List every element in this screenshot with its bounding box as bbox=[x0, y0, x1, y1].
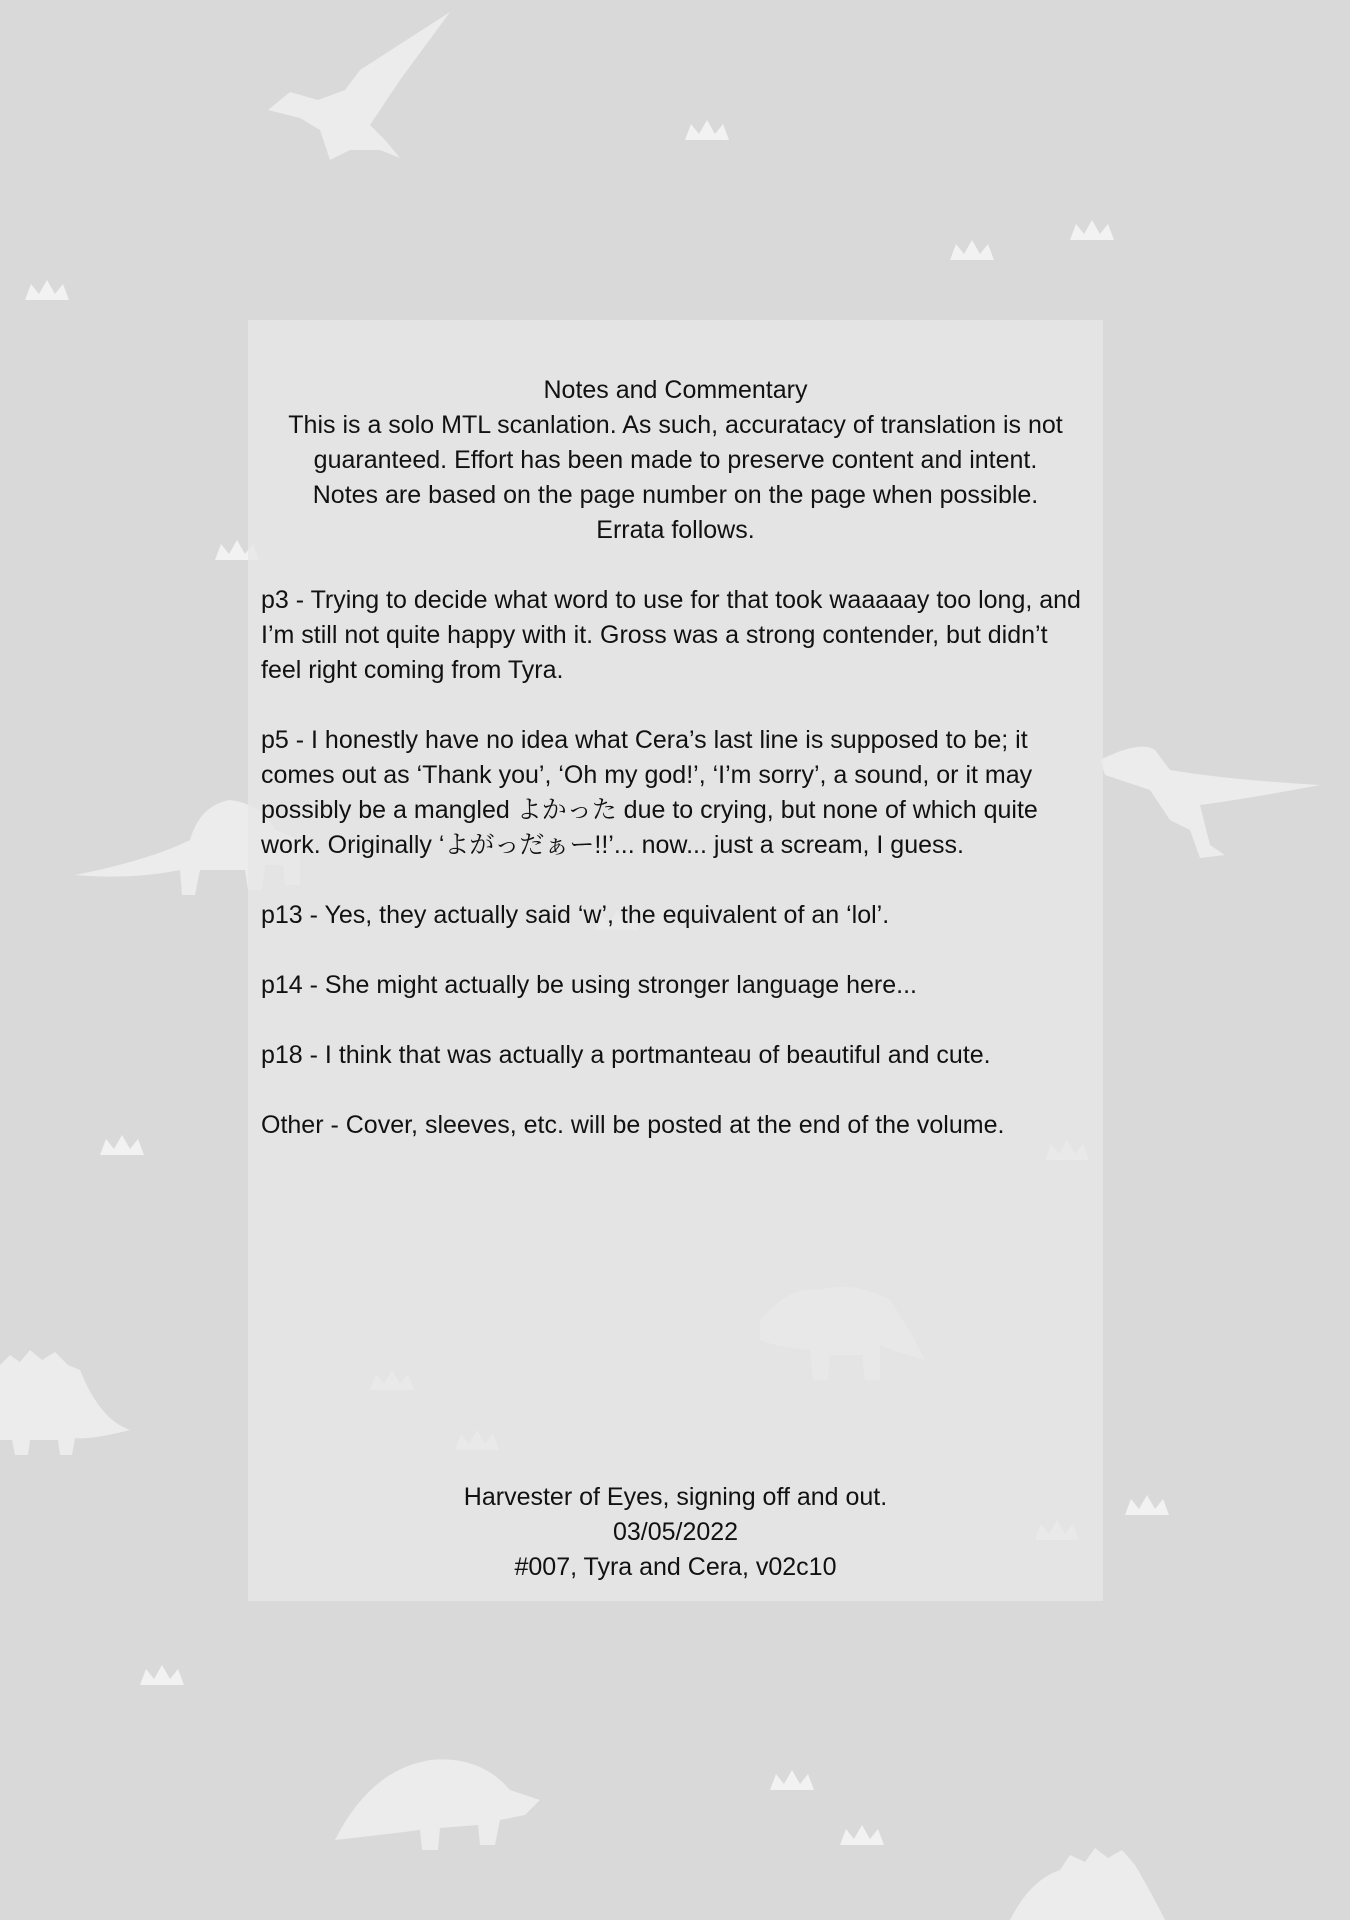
triceratops-icon bbox=[335, 1759, 540, 1850]
intro-line: Errata follows. bbox=[596, 516, 755, 544]
notes-list bbox=[261, 583, 1091, 1178]
note-other: Other - Cover, sleeves, etc. will be posted at the end of the volume. bbox=[261, 1111, 1005, 1139]
t-rex-icon bbox=[1100, 747, 1320, 858]
crown-icon bbox=[685, 120, 729, 140]
intro-line: Notes are based on the page number on the page when possible. bbox=[312, 481, 1039, 509]
crown-icon bbox=[25, 280, 69, 300]
signoff-date: 03/05/2022 bbox=[612, 1518, 739, 1546]
crown-icon bbox=[840, 1825, 884, 1845]
note-p14: p14 - She might actually be using stronger language here... bbox=[261, 971, 917, 999]
note-p18: p18 - I think that was actually a portmanteau of beautiful and cute. bbox=[261, 1041, 991, 1069]
crown-icon bbox=[1070, 220, 1114, 240]
crown-icon bbox=[140, 1665, 184, 1685]
stegosaurus-icon bbox=[0, 1350, 130, 1455]
stegosaurus-icon bbox=[1010, 1848, 1165, 1920]
crown-icon bbox=[1125, 1495, 1169, 1515]
signoff-text: Harvester of Eyes, signing off and out. bbox=[463, 1483, 888, 1511]
crown-icon bbox=[100, 1135, 144, 1155]
signoff-footer bbox=[248, 1480, 1103, 1585]
notes-title: Notes and Commentary bbox=[543, 376, 808, 404]
notes-panel bbox=[248, 320, 1103, 1601]
intro-line: guaranteed. Effort has been made to preserve content and intent. bbox=[313, 446, 1038, 474]
crown-icon bbox=[770, 1770, 814, 1790]
note-p3: p3 - Trying to decide what word to use for that took waaaaay too long, and I’m still not quite happy with it. Gross was a strong contender, but didn’t feel right coming from Tyra. bbox=[261, 586, 1081, 684]
release-label: #007, Tyra and Cera, v02c10 bbox=[514, 1553, 837, 1581]
intro-line: This is a solo MTL scanlation. As such, accuratacy of translation is not bbox=[288, 411, 1063, 439]
pterodactyl-icon bbox=[268, 12, 450, 160]
crown-icon bbox=[950, 240, 994, 260]
note-p5: p5 - I honestly have no idea what Cera’s last line is supposed to be; it comes out as ‘Thank you’, ‘Oh my god!’, ‘I’m sorry’, a sound, or it may possibly be a mangled よかった due to crying, but none of which quite work. Originally ‘よがっだぁー!!’... now... just a scream, I guess. bbox=[261, 726, 1038, 859]
note-p13: p13 - Yes, they actually said ‘w’, the equivalent of an ‘lol’. bbox=[261, 901, 890, 929]
notes-header bbox=[258, 373, 1093, 548]
